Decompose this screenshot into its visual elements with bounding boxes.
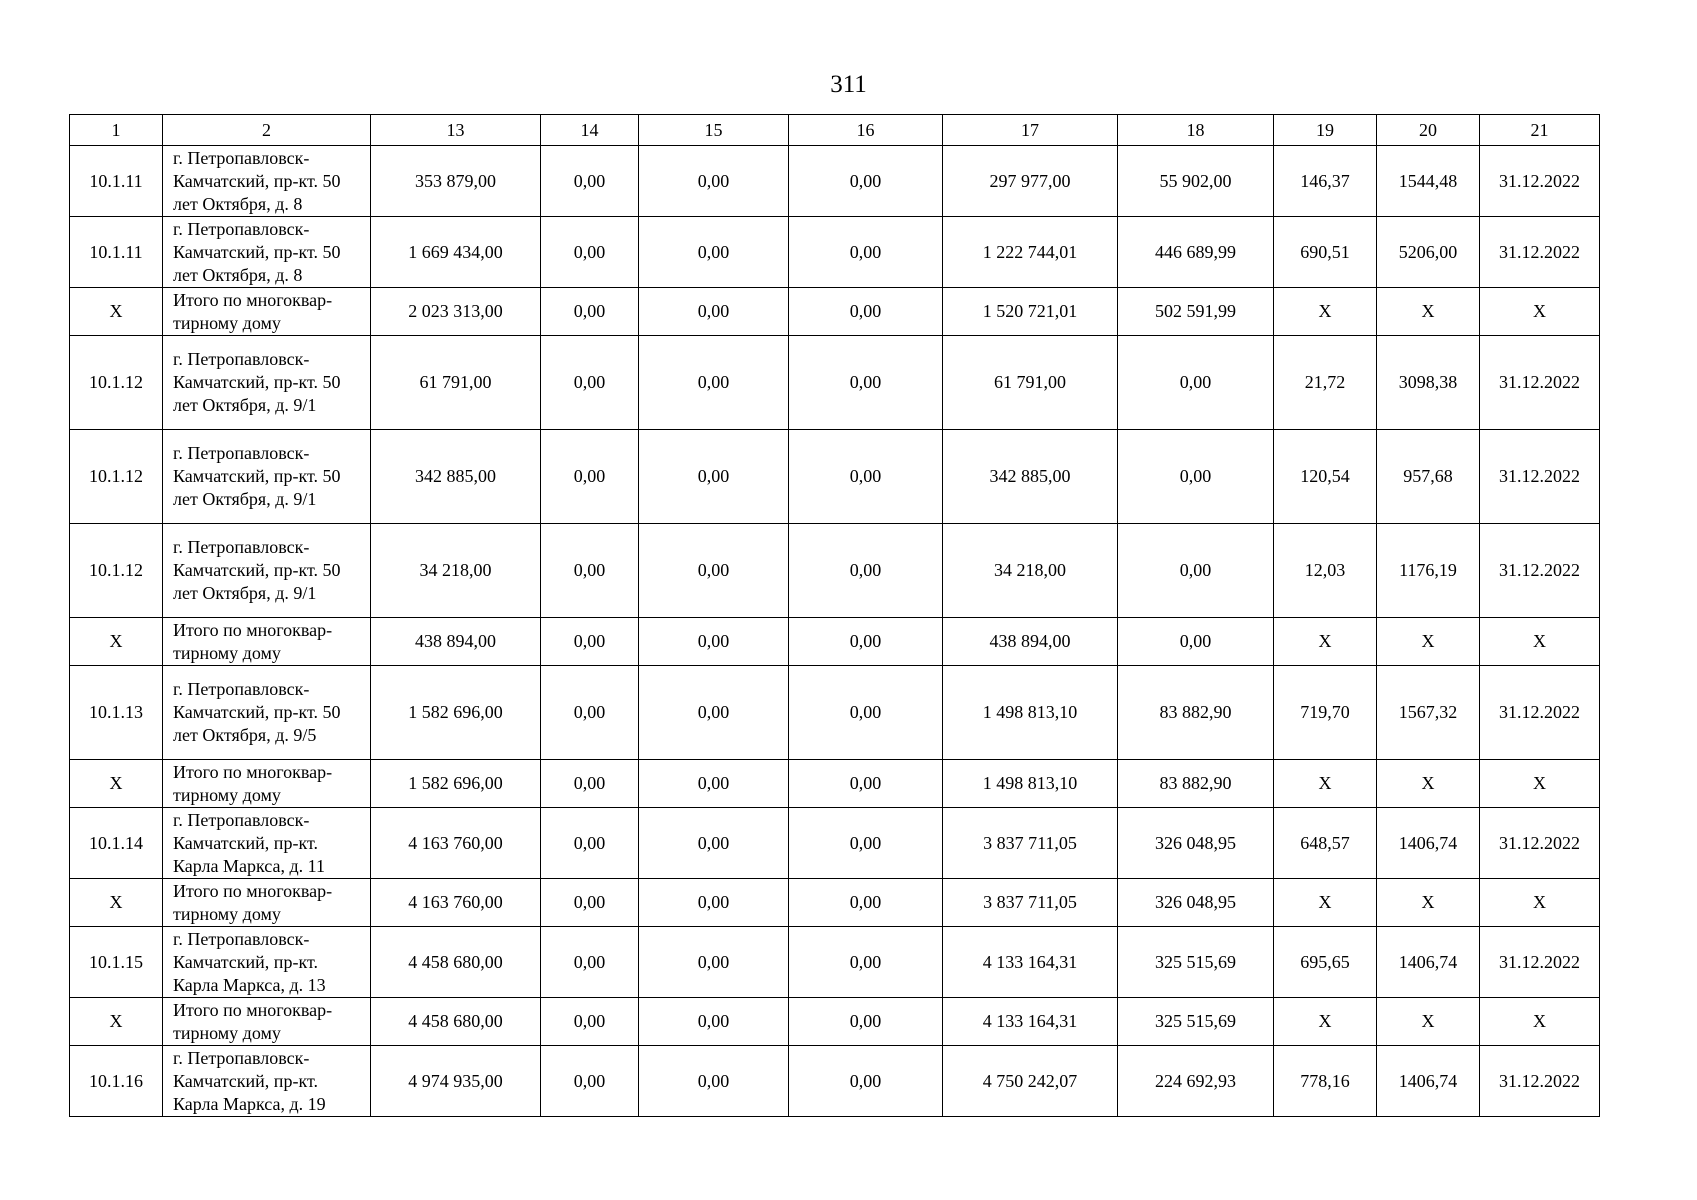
total-cost-cell: 2 023 313,00	[371, 288, 541, 336]
col-15-cell: 0,00	[639, 808, 789, 879]
col-15-cell: 0,00	[639, 336, 789, 430]
table-row	[70, 430, 1600, 524]
page-number: 311	[830, 71, 867, 98]
table-row	[70, 927, 1600, 998]
col-16-cell: 0,00	[789, 288, 943, 336]
col-20-cell: 1567,32	[1377, 666, 1480, 760]
col-18-cell: 224 692,93	[1118, 1046, 1274, 1117]
total-cost-cell: 4 163 760,00	[371, 808, 541, 879]
col-17-cell: 34 218,00	[943, 524, 1118, 618]
column-number: 14	[541, 115, 639, 146]
col-20-cell: X	[1377, 288, 1480, 336]
completion-date-cell: 31.12.2022	[1480, 524, 1600, 618]
completion-date-cell: 31.12.2022	[1480, 146, 1600, 217]
col-19-cell: 146,37	[1274, 146, 1377, 217]
subtotal-label: Итого по многоквар-тирному дому	[163, 760, 371, 808]
col-14-cell: 0,00	[541, 217, 639, 288]
col-16-cell: 0,00	[789, 808, 943, 879]
total-cost-cell: 34 218,00	[371, 524, 541, 618]
address-cell: г. Петропавловск-Камчатский, пр-кт. 50 лет Октября, д. 8	[163, 217, 371, 288]
subtotal-row	[70, 288, 1600, 336]
col-16-cell: 0,00	[789, 760, 943, 808]
col-15-cell: 0,00	[639, 927, 789, 998]
col-19-cell: X	[1274, 998, 1377, 1046]
col-17-cell: 4 133 164,31	[943, 927, 1118, 998]
row-number-cell: X	[70, 879, 163, 927]
col-14-cell: 0,00	[541, 618, 639, 666]
col-19-cell: 12,03	[1274, 524, 1377, 618]
col-18-cell: 325 515,69	[1118, 927, 1274, 998]
col-17-cell: 3 837 711,05	[943, 879, 1118, 927]
column-number-row	[70, 115, 1600, 146]
row-number-cell: 10.1.12	[70, 336, 163, 430]
col-20-cell: X	[1377, 998, 1480, 1046]
column-number: 15	[639, 115, 789, 146]
col-14-cell: 0,00	[541, 430, 639, 524]
table-row	[70, 1046, 1600, 1117]
col-15-cell: 0,00	[639, 1046, 789, 1117]
col-19-cell: 21,72	[1274, 336, 1377, 430]
completion-date-cell: X	[1480, 288, 1600, 336]
col-17-cell: 438 894,00	[943, 618, 1118, 666]
column-number: 16	[789, 115, 943, 146]
row-number-cell: 10.1.15	[70, 927, 163, 998]
table-row	[70, 146, 1600, 217]
address-cell: г. Петропавловск-Камчатский, пр-кт. Карла Маркса, д. 19	[163, 1046, 371, 1117]
col-19-cell: X	[1274, 288, 1377, 336]
col-17-cell: 61 791,00	[943, 336, 1118, 430]
col-18-cell: 0,00	[1118, 618, 1274, 666]
col-18-cell: 326 048,95	[1118, 879, 1274, 927]
col-18-cell: 325 515,69	[1118, 998, 1274, 1046]
col-20-cell: 1406,74	[1377, 927, 1480, 998]
col-18-cell: 0,00	[1118, 430, 1274, 524]
col-18-cell: 83 882,90	[1118, 760, 1274, 808]
col-17-cell: 4 133 164,31	[943, 998, 1118, 1046]
col-18-cell: 0,00	[1118, 336, 1274, 430]
completion-date-cell: X	[1480, 879, 1600, 927]
col-15-cell: 0,00	[639, 879, 789, 927]
table-row	[70, 524, 1600, 618]
col-14-cell: 0,00	[541, 998, 639, 1046]
table-row	[70, 808, 1600, 879]
address-cell: г. Петропавловск-Камчатский, пр-кт. 50 лет Октября, д. 9/1	[163, 430, 371, 524]
col-16-cell: 0,00	[789, 524, 943, 618]
subtotal-label: Итого по многоквар-тирному дому	[163, 618, 371, 666]
col-17-cell: 1 520 721,01	[943, 288, 1118, 336]
data-table	[69, 114, 1600, 1117]
col-20-cell: 1544,48	[1377, 146, 1480, 217]
subtotal-row	[70, 879, 1600, 927]
total-cost-cell: 4 458 680,00	[371, 927, 541, 998]
column-number: 19	[1274, 115, 1377, 146]
col-18-cell: 446 689,99	[1118, 217, 1274, 288]
address-cell: г. Петропавловск-Камчатский, пр-кт. Карла Маркса, д. 13	[163, 927, 371, 998]
col-19-cell: X	[1274, 879, 1377, 927]
col-15-cell: 0,00	[639, 618, 789, 666]
table-row	[70, 336, 1600, 430]
row-number-cell: 10.1.12	[70, 524, 163, 618]
total-cost-cell: 1 582 696,00	[371, 760, 541, 808]
col-18-cell: 55 902,00	[1118, 146, 1274, 217]
col-16-cell: 0,00	[789, 618, 943, 666]
col-14-cell: 0,00	[541, 288, 639, 336]
table-row	[70, 666, 1600, 760]
column-number: 17	[943, 115, 1118, 146]
table-row	[70, 217, 1600, 288]
col-15-cell: 0,00	[639, 146, 789, 217]
address-cell: г. Петропавловск-Камчатский, пр-кт. Карла Маркса, д. 11	[163, 808, 371, 879]
col-16-cell: 0,00	[789, 217, 943, 288]
row-number-cell: X	[70, 288, 163, 336]
row-number-cell: 10.1.12	[70, 430, 163, 524]
subtotal-label: Итого по многоквар-тирному дому	[163, 288, 371, 336]
col-16-cell: 0,00	[789, 1046, 943, 1117]
address-cell: г. Петропавловск-Камчатский, пр-кт. 50 лет Октября, д. 9/1	[163, 336, 371, 430]
col-19-cell: 719,70	[1274, 666, 1377, 760]
col-20-cell: 5206,00	[1377, 217, 1480, 288]
col-16-cell: 0,00	[789, 927, 943, 998]
column-number: 1	[70, 115, 163, 146]
col-14-cell: 0,00	[541, 808, 639, 879]
col-19-cell: 648,57	[1274, 808, 1377, 879]
col-14-cell: 0,00	[541, 146, 639, 217]
completion-date-cell: 31.12.2022	[1480, 336, 1600, 430]
col-18-cell: 502 591,99	[1118, 288, 1274, 336]
col-17-cell: 1 222 744,01	[943, 217, 1118, 288]
col-16-cell: 0,00	[789, 879, 943, 927]
col-17-cell: 1 498 813,10	[943, 666, 1118, 760]
col-17-cell: 342 885,00	[943, 430, 1118, 524]
total-cost-cell: 342 885,00	[371, 430, 541, 524]
col-15-cell: 0,00	[639, 760, 789, 808]
col-15-cell: 0,00	[639, 666, 789, 760]
col-17-cell: 1 498 813,10	[943, 760, 1118, 808]
total-cost-cell: 438 894,00	[371, 618, 541, 666]
col-17-cell: 3 837 711,05	[943, 808, 1118, 879]
row-number-cell: 10.1.11	[70, 146, 163, 217]
col-16-cell: 0,00	[789, 998, 943, 1046]
row-number-cell: 10.1.16	[70, 1046, 163, 1117]
completion-date-cell: X	[1480, 618, 1600, 666]
completion-date-cell: X	[1480, 760, 1600, 808]
row-number-cell: 10.1.11	[70, 217, 163, 288]
col-19-cell: X	[1274, 618, 1377, 666]
column-number: 20	[1377, 115, 1480, 146]
col-16-cell: 0,00	[789, 666, 943, 760]
subtotal-label: Итого по многоквар-тирному дому	[163, 879, 371, 927]
col-16-cell: 0,00	[789, 146, 943, 217]
total-cost-cell: 4 163 760,00	[371, 879, 541, 927]
row-number-cell: X	[70, 998, 163, 1046]
col-20-cell: X	[1377, 618, 1480, 666]
col-19-cell: 695,65	[1274, 927, 1377, 998]
col-15-cell: 0,00	[639, 217, 789, 288]
subtotal-row	[70, 618, 1600, 666]
subtotal-label: Итого по многоквар-тирному дому	[163, 998, 371, 1046]
col-14-cell: 0,00	[541, 524, 639, 618]
completion-date-cell: 31.12.2022	[1480, 927, 1600, 998]
col-18-cell: 326 048,95	[1118, 808, 1274, 879]
row-number-cell: X	[70, 760, 163, 808]
col-14-cell: 0,00	[541, 336, 639, 430]
row-number-cell: X	[70, 618, 163, 666]
col-19-cell: 690,51	[1274, 217, 1377, 288]
col-18-cell: 83 882,90	[1118, 666, 1274, 760]
col-14-cell: 0,00	[541, 1046, 639, 1117]
column-number: 18	[1118, 115, 1274, 146]
completion-date-cell: 31.12.2022	[1480, 666, 1600, 760]
address-cell: г. Петропавловск-Камчатский, пр-кт. 50 лет Октября, д. 8	[163, 146, 371, 217]
total-cost-cell: 1 582 696,00	[371, 666, 541, 760]
row-number-cell: 10.1.14	[70, 808, 163, 879]
col-20-cell: 3098,38	[1377, 336, 1480, 430]
col-15-cell: 0,00	[639, 288, 789, 336]
completion-date-cell: 31.12.2022	[1480, 1046, 1600, 1117]
col-20-cell: 1406,74	[1377, 1046, 1480, 1117]
col-20-cell: X	[1377, 760, 1480, 808]
col-15-cell: 0,00	[639, 430, 789, 524]
col-19-cell: 778,16	[1274, 1046, 1377, 1117]
col-17-cell: 4 750 242,07	[943, 1046, 1118, 1117]
completion-date-cell: X	[1480, 998, 1600, 1046]
total-cost-cell: 1 669 434,00	[371, 217, 541, 288]
row-number-cell: 10.1.13	[70, 666, 163, 760]
address-cell: г. Петропавловск-Камчатский, пр-кт. 50 лет Октября, д. 9/5	[163, 666, 371, 760]
col-20-cell: 1406,74	[1377, 808, 1480, 879]
column-number: 2	[163, 115, 371, 146]
col-19-cell: X	[1274, 760, 1377, 808]
total-cost-cell: 4 974 935,00	[371, 1046, 541, 1117]
col-14-cell: 0,00	[541, 927, 639, 998]
col-17-cell: 297 977,00	[943, 146, 1118, 217]
col-20-cell: 957,68	[1377, 430, 1480, 524]
column-number: 21	[1480, 115, 1600, 146]
total-cost-cell: 4 458 680,00	[371, 998, 541, 1046]
col-20-cell: 1176,19	[1377, 524, 1480, 618]
col-14-cell: 0,00	[541, 760, 639, 808]
subtotal-row	[70, 760, 1600, 808]
column-number: 13	[371, 115, 541, 146]
subtotal-row	[70, 998, 1600, 1046]
completion-date-cell: 31.12.2022	[1480, 430, 1600, 524]
col-14-cell: 0,00	[541, 666, 639, 760]
col-15-cell: 0,00	[639, 998, 789, 1046]
col-18-cell: 0,00	[1118, 524, 1274, 618]
address-cell: г. Петропавловск-Камчатский, пр-кт. 50 лет Октября, д. 9/1	[163, 524, 371, 618]
col-19-cell: 120,54	[1274, 430, 1377, 524]
completion-date-cell: 31.12.2022	[1480, 808, 1600, 879]
total-cost-cell: 61 791,00	[371, 336, 541, 430]
col-20-cell: X	[1377, 879, 1480, 927]
col-16-cell: 0,00	[789, 336, 943, 430]
col-16-cell: 0,00	[789, 430, 943, 524]
completion-date-cell: 31.12.2022	[1480, 217, 1600, 288]
col-15-cell: 0,00	[639, 524, 789, 618]
total-cost-cell: 353 879,00	[371, 146, 541, 217]
col-14-cell: 0,00	[541, 879, 639, 927]
